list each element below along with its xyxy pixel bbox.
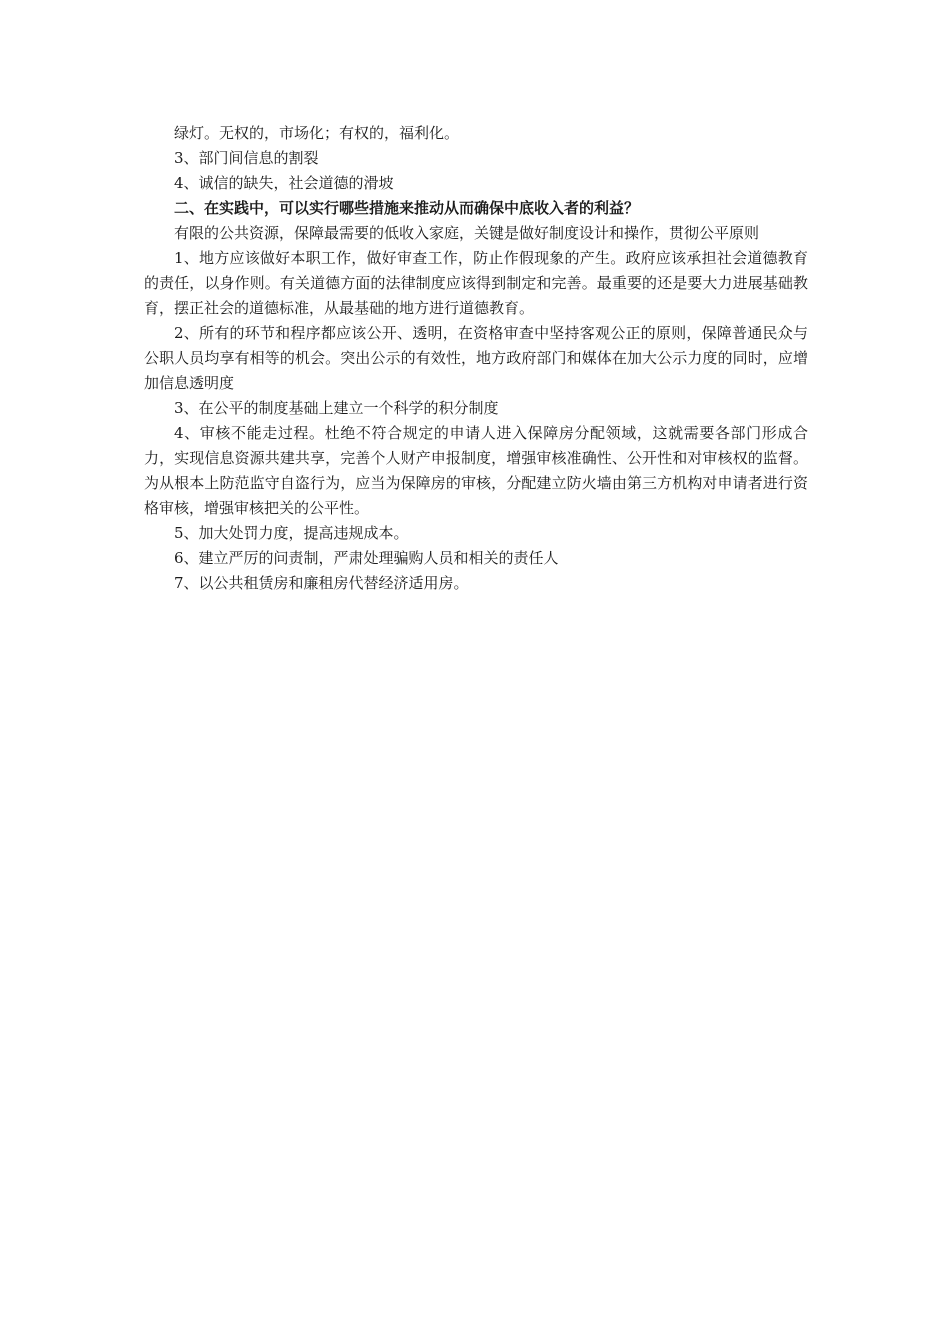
list-item-4: 4、诚信的缺失，社会道德的滑坡 <box>174 174 394 192</box>
measure-item-3: 3、在公平的制度基础上建立一个科学的积分制度 <box>174 399 499 417</box>
document-body <box>144 121 808 596</box>
intro-paragraph: 有限的公共资源，保障最需要的低收入家庭，关键是做好制度设计和操作，贯彻公平原则 <box>174 224 760 242</box>
measure-item-2: 2、所有的环节和程序都应该公开、透明，在资格审查中坚持客观公正的原则，保障普通民众与公职人员均享有相等的机会。突出公示的有效性，地方政府部门和媒体在加大公示力度的同时，应增加信息透明度 <box>144 324 808 392</box>
section-heading: 二、在实践中，可以实行哪些措施来推动从而确保中底收入者的利益？ <box>174 199 640 217</box>
measure-item-5: 5、加大处罚力度，提高违规成本。 <box>174 524 409 542</box>
measure-item-4: 4、审核不能走过程。杜绝不符合规定的申请人进入保障房分配领域，这就需要各部门形成合力，实现信息资源共建共享，完善个人财产申报制度，增强审核准确性、公开性和对审核权的监督。为从根本上防范监守自盗行为，应当为保障房的审核，分配建立防火墙由第三方机构对申请者进行资格审核，增强审核把关的公平性。 <box>144 424 808 517</box>
measure-item-7: 7、以公共租赁房和廉租房代替经济适用房。 <box>174 574 469 592</box>
measure-item-1: 1、地方应该做好本职工作，做好审查工作，防止作假现象的产生。政府应该承担社会道德教育的责任，以身作则。有关道德方面的法律制度应该得到制定和完善。最重要的还是要大力进展基础教育，摆正社会的道德标准，从最基础的地方进行道德教育。 <box>144 249 808 317</box>
list-item-3: 3、部门间信息的割裂 <box>174 149 319 167</box>
paragraph-continuation: 绿灯。无权的，市场化；有权的，福利化。 <box>174 124 460 142</box>
measure-item-6: 6、建立严厉的问责制，严肃处理骗购人员和相关的责任人 <box>174 549 559 567</box>
